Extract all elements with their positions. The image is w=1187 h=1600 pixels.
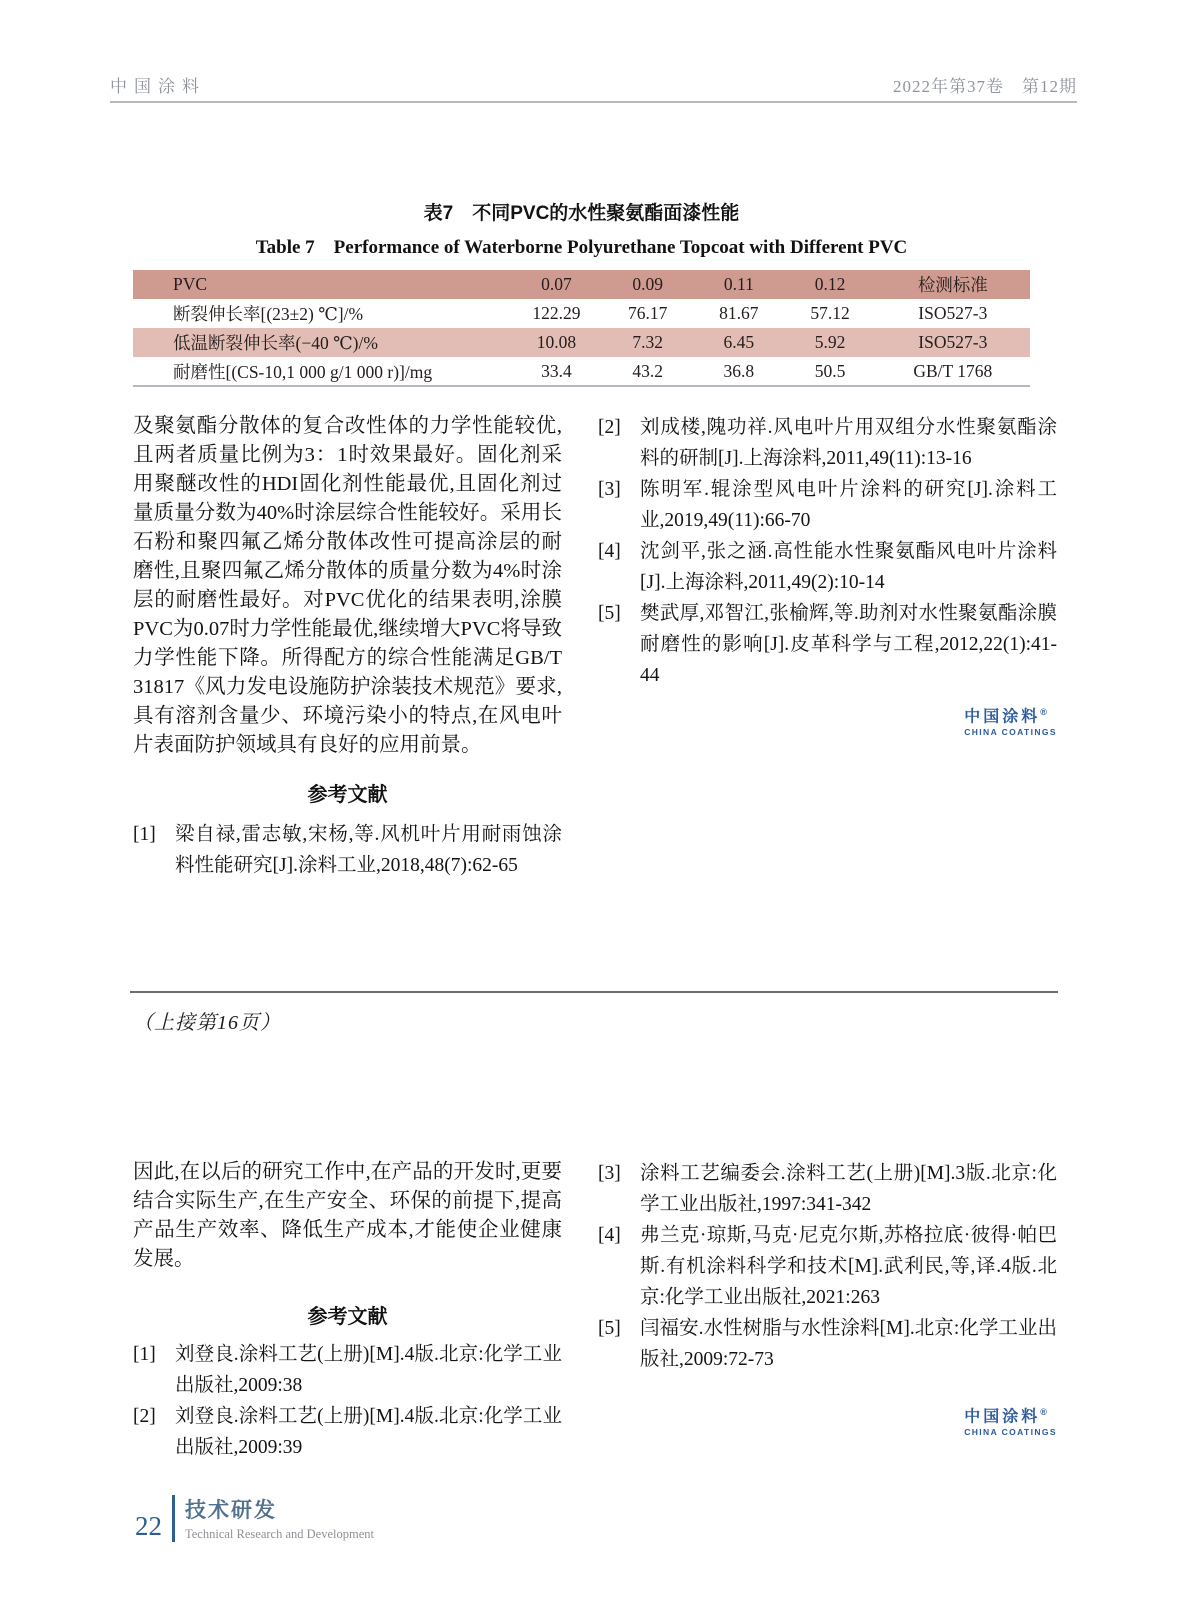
- logo-text-cn: [964, 703, 1057, 726]
- logo-text-en: CHINA COATINGS: [964, 1427, 1057, 1438]
- table-header-cell: 检测标准: [917, 275, 988, 295]
- table-header-row: [133, 270, 1030, 299]
- reference-label: [1]: [133, 824, 156, 845]
- table-row: [133, 328, 1030, 357]
- page-header: [110, 72, 1077, 103]
- logo-row: [598, 1403, 1057, 1437]
- logo-text-en: CHINA COATINGS: [964, 727, 1057, 738]
- performance-table: [133, 270, 1030, 387]
- table-row: [133, 357, 1030, 386]
- table-cell: 36.8: [723, 360, 755, 381]
- table-cell: 断裂伸长率[(23±2) ℃]/%: [173, 304, 364, 324]
- continuation-note: （上接第16页）: [133, 1012, 281, 1034]
- page-number: 22: [135, 1511, 162, 1541]
- reference-label: [3]: [598, 1163, 621, 1184]
- table-cell: 6.45: [723, 332, 755, 352]
- logo-text-cn: [964, 1403, 1057, 1426]
- registered-mark-icon: ®: [1040, 707, 1047, 717]
- table-cell: 7.32: [632, 332, 663, 352]
- table-cell: 122.29: [532, 303, 581, 323]
- china-coatings-logo: [964, 1403, 1057, 1437]
- reference-item: [598, 474, 1057, 536]
- table-cell: 低温断裂伸长率(−40 ℃)/%: [173, 333, 378, 353]
- article1-left-column: [133, 412, 562, 881]
- reference-text: 刘登良.涂料工艺(上册)[M].4版.北京:化学工业出版社,2009:38: [175, 1344, 562, 1396]
- table-cell: 33.4: [541, 360, 572, 381]
- table-cell: GB/T 1768: [913, 360, 993, 381]
- table-header-cell: 0.09: [632, 274, 663, 294]
- reference-text: 涂料工艺编委会.涂料工艺(上册)[M].3版.北京:化学工业出版社,1997:341-342: [640, 1163, 1057, 1215]
- registered-mark-icon: ®: [1040, 1407, 1047, 1417]
- issue-info: 2022年第37卷 第12期: [893, 77, 1077, 96]
- table-header-cell: 0.07: [541, 274, 572, 294]
- reference-label: [4]: [598, 541, 621, 562]
- article1-right-column: [598, 412, 1057, 737]
- reference-label: [1]: [133, 1344, 156, 1365]
- references-heading: 参考文献: [307, 1306, 388, 1328]
- reference-text: 闫福安.水性树脂与水性涂料[M].北京:化学工业出版社,2009:72-73: [640, 1318, 1057, 1370]
- article2-left-column: [133, 1158, 562, 1463]
- footer-section-en: Technical Research and Development: [185, 1527, 374, 1541]
- footer-section: [185, 1494, 374, 1542]
- table-cell: ISO527-3: [918, 303, 988, 323]
- journal-name: 中国涂料: [110, 77, 206, 96]
- reference-text: 弗兰克·琼斯,马克·尼克尔斯,苏格拉底·彼得·帕巴斯.有机涂料科学和技术[M].武利民,等,译.4版.北京:化学工业出版社,2021:263: [640, 1225, 1057, 1308]
- reference-text: 樊武厚,邓智江,张榆辉,等.助剂对水性聚氨酯涂膜耐磨性的影响[J].皮革科学与工程,2012,22(1):41-44: [640, 603, 1057, 686]
- reference-label: [5]: [598, 1318, 621, 1339]
- reference-text: 刘登良.涂料工艺(上册)[M].4版.北京:化学工业出版社,2009:39: [175, 1406, 562, 1458]
- reference-text: 梁自禄,雷志敏,宋杨,等.风机叶片用耐雨蚀涂料性能研究[J].涂料工业,2018,48(7):62-65: [175, 824, 562, 876]
- table-section: [133, 198, 1030, 387]
- china-coatings-logo: [964, 703, 1057, 737]
- reference-item: [598, 598, 1057, 691]
- table-row: [133, 299, 1030, 328]
- reference-label: [2]: [133, 1406, 156, 1427]
- reference-item: [598, 1158, 1057, 1220]
- table-header-cell: 0.11: [723, 274, 754, 294]
- table-title-cn: 表7 不同PVC的水性聚氨酯面漆性能: [423, 203, 740, 224]
- reference-label: [2]: [598, 417, 621, 438]
- table-cell: 10.08: [536, 332, 577, 352]
- article2-body: 因此,在以后的研究工作中,在产品的开发时,更要结合实际生产,在生产安全、环保的前提下,提高产品生产效率、降低生产成本,才能使企业健康发展。: [133, 1161, 562, 1270]
- table-cell: 5.92: [814, 332, 846, 352]
- table-title-en: Table 7 Performance of Waterborne Polyurethane Topcoat with Different PVC: [255, 237, 908, 258]
- reference-item: [598, 536, 1057, 598]
- article1-body: 及聚氨酯分散体的复合改性体的力学性能较优,且两者质量比例为3：1时效果最好。固化剂采用聚醚改性的HDI固化剂性能最优,且固化剂过量质量分数为40%时涂层综合性能较好。采用长石粉和聚四氟乙烯分散体改性可提高涂层的耐磨性,且聚四氟乙烯分散体的质量分数为4%时涂层的耐磨性最好。对PVC优化的结果表明,涂膜PVC为0.07时力学性能最优,继续增大PVC将导致力学性能下降。所得配方的综合性能满足GB/T 31817《风力发电设施防护涂装技术规范》要求,具有溶剂含量少、环境污染小的特点,在风电叶片表面防护领域具有良好的应用前景。: [133, 415, 562, 756]
- article2-right-column: [598, 1158, 1057, 1437]
- reference-item: [133, 819, 562, 881]
- reference-label: [4]: [598, 1225, 621, 1246]
- table-header-cell: PVC: [173, 274, 208, 294]
- reference-label: [5]: [598, 603, 621, 624]
- reference-item: [133, 1401, 562, 1463]
- reference-label: [3]: [598, 479, 621, 500]
- table-header-cell: 0.12: [814, 274, 846, 294]
- table-cell: 耐磨性[(CS-10,1 000 g/1 000 r)]/mg: [173, 361, 433, 382]
- table-cell: 50.5: [814, 360, 846, 381]
- reference-item: [598, 1313, 1057, 1375]
- references-heading: 参考文献: [307, 784, 388, 806]
- table-cell: 43.2: [632, 360, 663, 381]
- reference-item: [133, 1339, 562, 1401]
- section-divider: [130, 991, 1058, 993]
- footer-accent-bar: [172, 1495, 175, 1542]
- logo-cn-label: 中国涂料: [964, 708, 1041, 726]
- table-cell: 81.67: [719, 303, 759, 323]
- table-cell: 57.12: [810, 303, 850, 323]
- reference-item: [598, 1220, 1057, 1313]
- table-cell: 76.17: [627, 303, 668, 323]
- footer-section-cn: 技术研发: [185, 1499, 277, 1522]
- page-footer: [135, 1494, 374, 1542]
- logo-cn-label: 中国涂料: [964, 1408, 1041, 1426]
- reference-text: 刘成楼,隗功祥.风电叶片用双组分水性聚氨酯涂料的研制[J].上海涂料,2011,49(11):13-16: [640, 417, 1057, 469]
- table-cell: ISO527-3: [918, 332, 988, 352]
- reference-text: 沈剑平,张之涵.高性能水性聚氨酯风电叶片涂料[J].上海涂料,2011,49(2):10-14: [640, 541, 1057, 593]
- logo-row: [598, 703, 1057, 737]
- reference-item: [598, 412, 1057, 474]
- reference-text: 陈明军.辊涂型风电叶片涂料的研究[J].涂料工业,2019,49(11):66-70: [640, 479, 1057, 531]
